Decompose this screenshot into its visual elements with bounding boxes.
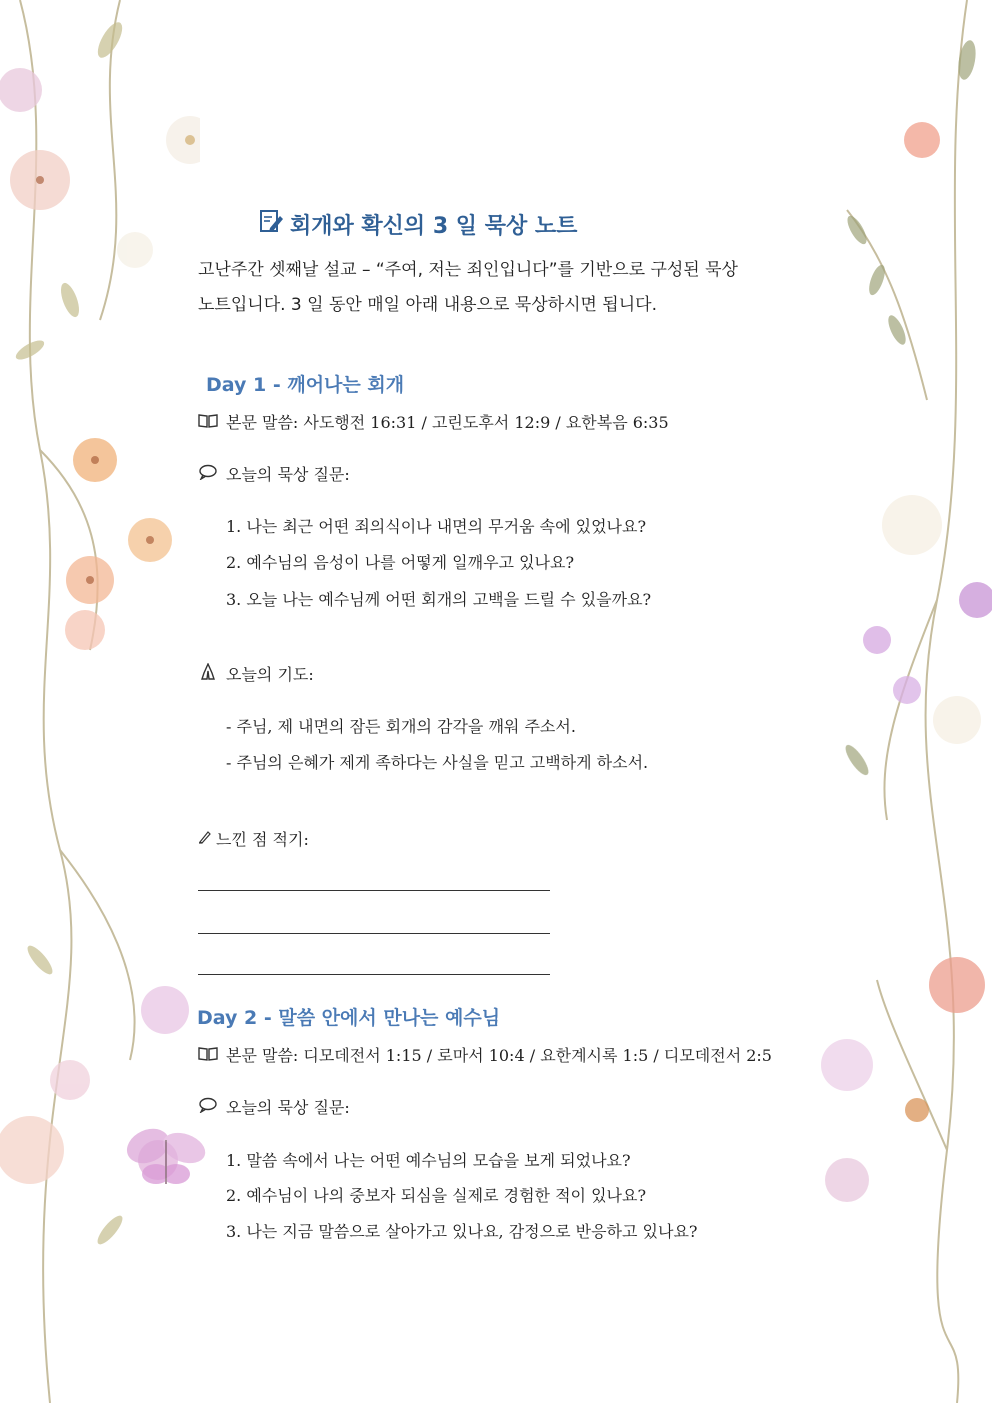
day-2-question-1: 1. 말씀 속에서 나는 어떤 예수님의 모습을 보게 되었나요? xyxy=(226,1151,631,1170)
reflection-blank-line-3[interactable] xyxy=(198,974,550,975)
praying-hands-icon xyxy=(198,663,218,685)
day-1-questions-label xyxy=(198,462,350,485)
day-1-scripture xyxy=(198,410,669,433)
day-1-reflection-label xyxy=(198,827,309,850)
open-book-icon xyxy=(198,1045,218,1065)
day-1-prayer-1: - 주님, 제 내면의 잠든 회개의 감각을 깨워 주소서. xyxy=(226,717,576,736)
page-title xyxy=(258,208,577,240)
day-2-question-3: 3. 나는 지금 말씀으로 살아가고 있나요, 감정으로 반응하고 있나요? xyxy=(226,1222,698,1241)
day-1-prayer-label-text: 오늘의 기도: xyxy=(226,665,314,684)
speech-bubble-icon xyxy=(198,1097,218,1117)
day-1-scripture-text: 본문 말씀: 사도행전 16:31 / 고린도후서 12:9 / 요한복음 6:35 xyxy=(226,413,669,432)
reflection-blank-line-1[interactable] xyxy=(198,890,550,891)
intro-line-2: 노트입니다. 3 일 동안 매일 아래 내용으로 묵상하시면 됩니다. xyxy=(198,295,657,315)
intro-line-1: 고난주간 셋째날 설교 – “주여, 저는 죄인입니다”를 기반으로 구성된 묵상 xyxy=(198,260,738,280)
day-2-scripture-text: 본문 말씀: 디모데전서 1:15 / 로마서 10:4 / 요한계시록 1:5 / 디모데전서 2:5 xyxy=(226,1046,772,1065)
day-2-question-2: 2. 예수님이 나의 중보자 되심을 실제로 경험한 적이 있나요? xyxy=(226,1186,647,1205)
page-title-text: 회개와 확신의 3 일 묵상 노트 xyxy=(290,213,578,239)
day-2-questions-label xyxy=(198,1095,350,1118)
day-2-questions-label-text: 오늘의 묵상 질문: xyxy=(226,1098,350,1117)
speech-bubble-icon xyxy=(198,464,218,484)
day-2-scripture xyxy=(198,1043,772,1066)
day-1-question-1: 1. 나는 최근 어떤 죄의식이나 내면의 무거움 속에 있었나요? xyxy=(226,517,647,536)
day-2-title: Day 2 - 말씀 안에서 만나는 예수님 xyxy=(197,1007,501,1029)
reflection-blank-line-2[interactable] xyxy=(198,933,550,934)
day-1-prayer-2: - 주님의 은혜가 제게 족하다는 사실을 믿고 고백하게 하소서. xyxy=(226,753,649,772)
day-1-reflection-label-text: 느낀 점 적기: xyxy=(216,830,309,849)
day-1-question-3: 3. 오늘 나는 예수님께 어떤 회개의 고백을 드릴 수 있을까요? xyxy=(226,590,652,609)
open-book-icon xyxy=(198,412,218,432)
edit-note-icon xyxy=(258,208,284,240)
writing-hand-icon xyxy=(198,829,212,848)
day-1-title: Day 1 - 깨어나는 회개 xyxy=(206,374,405,396)
day-1-question-2: 2. 예수님의 음성이 나를 어떻게 일깨우고 있나요? xyxy=(226,553,575,572)
day-1-prayer-label xyxy=(198,662,314,685)
day-1-questions-label-text: 오늘의 묵상 질문: xyxy=(226,465,350,484)
